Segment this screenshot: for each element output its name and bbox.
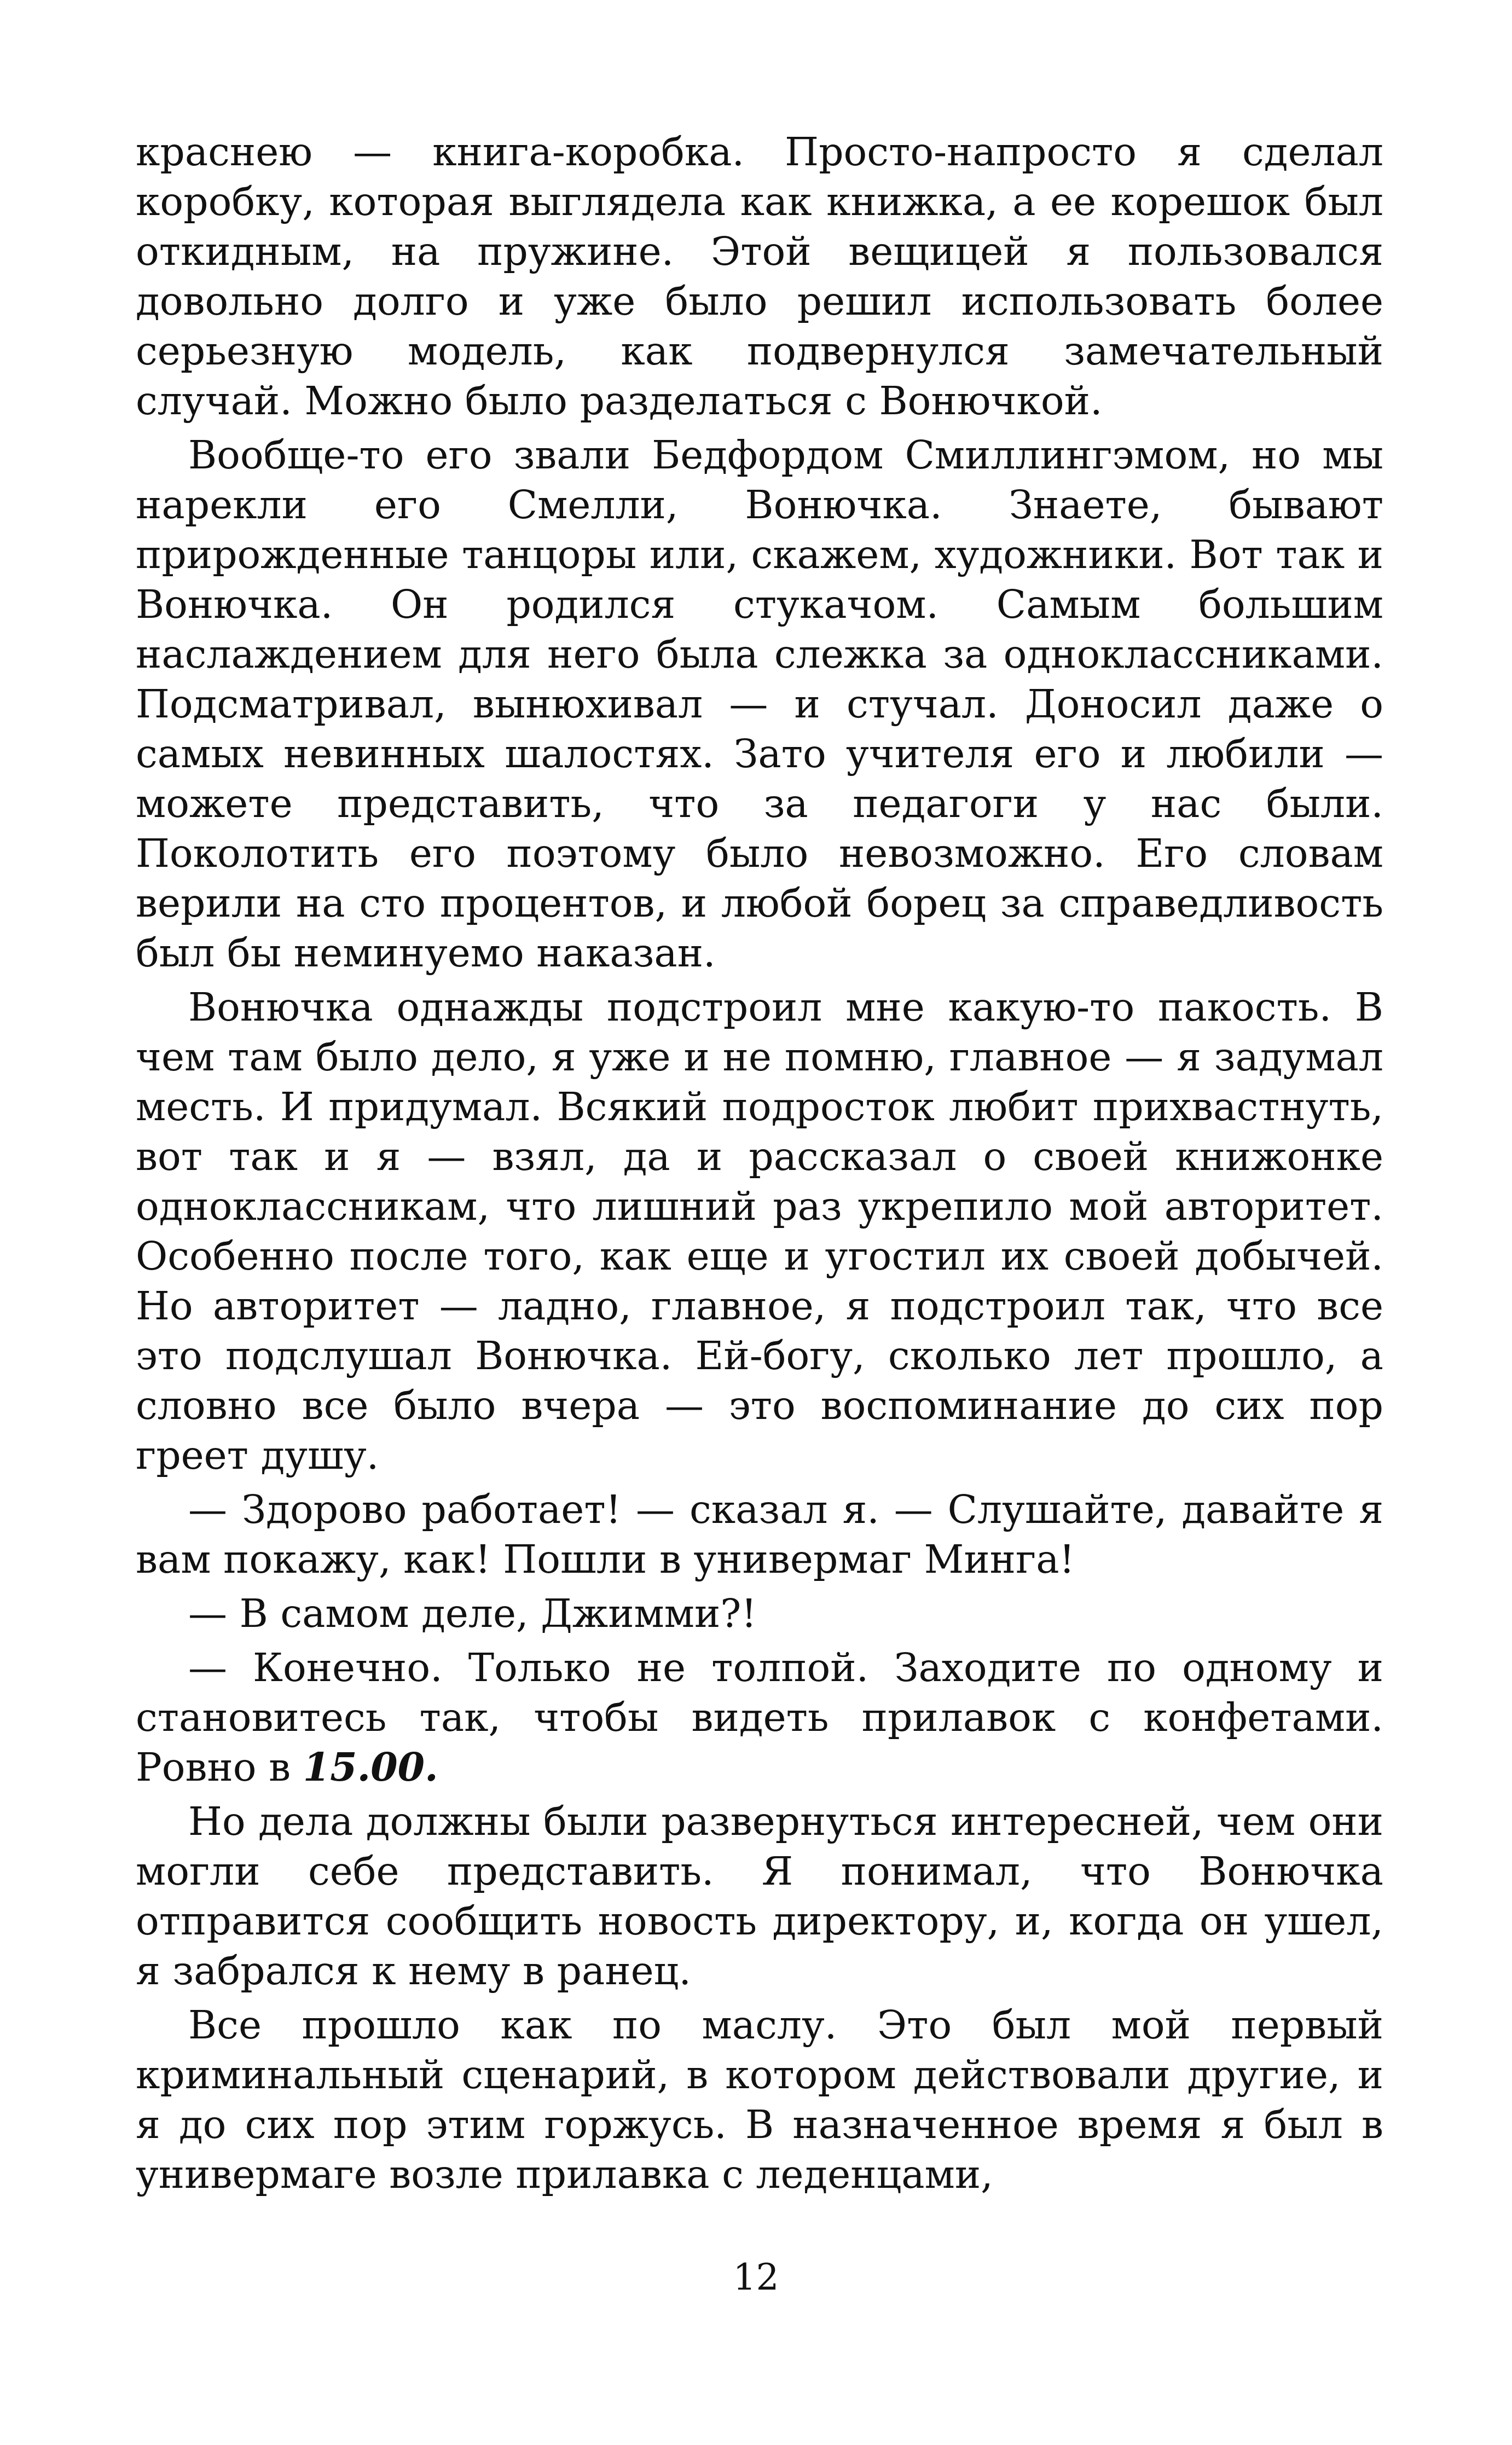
dialogue-line: — Здорово работает! — сказал я. — Слушайте, давайте я вам покажу, как! Пошли в универмаг Минга! [136, 1487, 1383, 1582]
dialogue-line [136, 1643, 1383, 1792]
time-emphasis: 15.00. [303, 1744, 438, 1790]
page-number: 12 [733, 2256, 779, 2298]
page-body [136, 127, 1383, 2204]
paragraph: краснею — книга-коробка. Просто-напросто я сделал коробку, которая выглядела как книжка, а ее корешок был откидным, на пружине. Этой вещицей я пользовался довольно долго и уже было решил использовать более серьезную модель, как подвернулся замечательный случай. Можно было разделаться с Вонючкой. [136, 129, 1383, 424]
paragraph: Вонючка однажды подстроил мне какую-то пакость. В чем там было дело, я уже и не помню, главное — я задумал месть. И придумал. Всякий подросток любит прихвастнуть, вот так и я — взял, да и рассказал о своей книжонке одноклассникам, что лишний раз укрепило мой авторитет. Особенно после того, как еще и угостил их своей добычей. Но авторитет — ладно, главное, я подстроил так, что все это подслушал Вонючка. Ей-богу, сколько лет прошло, а словно все было вчера — это воспоминание до сих пор греет душу. [136, 984, 1383, 1478]
paragraph: Но дела должны были развернуться интересней, чем они могли себе представить. Я понимал, что Вонючка отправится сообщить новость директору, и, когда он ушел, я забрался к нему в ранец. [136, 1799, 1383, 1994]
paragraph: Все прошло как по маслу. Это был мой первый криминальный сценарий, в котором действовали другие, и я до сих пор этим горжусь. В назначенное время я был в универмаге возле прилавка с леденцами, [136, 2002, 1383, 2197]
dialogue-line: — В самом деле, Джимми?! [188, 1591, 757, 1636]
dialogue-text: — Конечно. Только не толпой. Заходите по одному и становитесь так, чтобы видеть прилавок с конфетами. Ровно в [136, 1645, 1383, 1790]
paragraph: Вообще-то его звали Бедфордом Смиллингэмом, но мы нарекли его Смелли, Вонючка. Знаете, бывают прирожденные танцоры или, скажем, художники. Вот так и Вонючка. Он родился стукачом. Самым большим наслаждением для него была слежка за одноклассниками. Подсматривал, вынюхивал — и стучал. Доносил даже о самых невинных шалостях. Зато учителя его и любили — можете представить, что за педагоги у нас были. Поколотить его поэтому было невозможно. Его словам верили на сто процентов, и любой борец за справедливость был бы неминуемо наказан. [136, 432, 1383, 976]
